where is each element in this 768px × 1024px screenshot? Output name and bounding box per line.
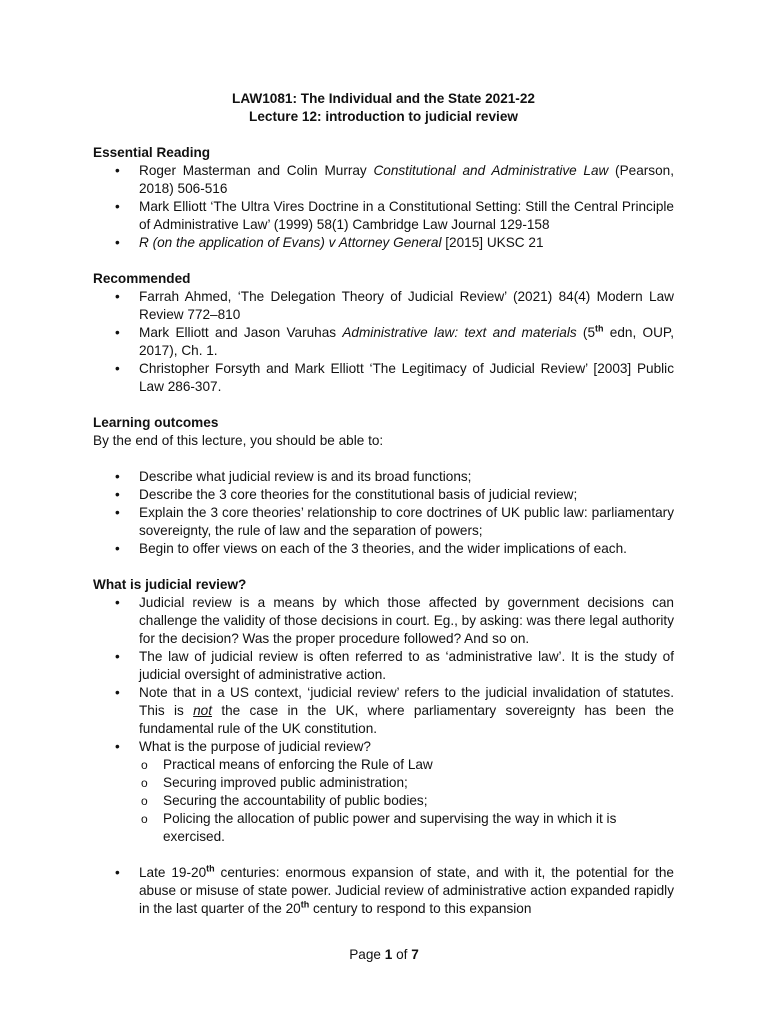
list-item: • Judicial review is a means by which those affected by government decisions can challenge the validity of those decisions in court. Eg., by asking: was there legal authority for the decision? Was the proper procedure followed? And so on. (93, 594, 674, 648)
learning-outcomes-list (93, 468, 674, 558)
purpose-sublist (139, 756, 674, 846)
list-item: • Christopher Forsyth and Mark Elliott ‘The Legitimacy of Judicial Review’ [2003] Public Law 286-307. (93, 360, 674, 396)
list-item: • R (on the application of Evans) v Attorney General [2015] UKSC 21 (93, 234, 674, 252)
recommended-heading: Recommended (93, 271, 191, 286)
page-total: 7 (411, 947, 419, 962)
purpose-question: What is the purpose of judicial review? (139, 739, 371, 754)
list-item: • Describe the 3 core theories for the constitutional basis of judicial review; (93, 486, 674, 504)
learning-outcomes-intro: By the end of this lecture, you should be able to: (93, 433, 384, 448)
what-is-judicial-review-list (93, 594, 674, 846)
list-item: • Mark Elliott and Jason Varuhas Administrative law: text and materials (5th edn, OUP, 2017), Ch. 1. (93, 324, 674, 360)
essential-reading-list (93, 162, 674, 252)
list-item: • Farrah Ahmed, ‘The Delegation Theory of Judicial Review’ (2021) 84(4) Modern Law Review 772–810 (93, 288, 674, 324)
list-item: • Describe what judicial review is and its broad functions; (93, 468, 674, 486)
list-item: • Late 19-20th centuries: enormous expansion of state, and with it, the potential for the abuse or misuse of state power. Judicial review of administrative action expanded rapidly in the last quarter of the 20th century to respond to this expansion (93, 864, 674, 918)
what-is-judicial-review-heading: What is judicial review? (93, 577, 247, 592)
sub-list-item: o Practical means of enforcing the Rule of Law (139, 756, 674, 774)
list-item (93, 738, 674, 846)
recommended-list (93, 288, 674, 396)
list-item: • The law of judicial review is often referred to as ‘administrative law’. It is the study of judicial oversight of administrative action. (93, 648, 674, 684)
list-item: • Explain the 3 core theories’ relationship to core doctrines of UK public law: parliamentary sovereignty, the rule of law and the separation of powers; (93, 504, 674, 540)
page-footer: Page 1 of 7 (349, 947, 419, 962)
list-item: • Roger Masterman and Colin Murray Constitutional and Administrative Law (Pearson, 2018) 506-516 (93, 162, 674, 198)
document-body (93, 90, 674, 918)
sub-list-item: o Securing improved public administration; (139, 774, 674, 792)
lecture-title: Lecture 12: introduction to judicial review (249, 109, 518, 124)
list-item: • Mark Elliott ‘The Ultra Vires Doctrine in a Constitutional Setting: Still the Central Principle of Administrative Law’ (1999) 58(1) Cambridge Law Journal 129-158 (93, 198, 674, 234)
course-title: LAW1081: The Individual and the State 2021-22 (232, 91, 535, 106)
list-item: • Note that in a US context, ‘judicial review’ refers to the judicial invalidation of statutes. This is not the case in the UK, where parliamentary sovereignty has been the fundamental rule of the UK constitution. (93, 684, 674, 738)
page-number: 1 (384, 947, 393, 962)
late-centuries-list (93, 864, 674, 918)
list-item: • Begin to offer views on each of the 3 theories, and the wider implications of each. (93, 540, 674, 558)
learning-outcomes-heading: Learning outcomes (93, 415, 219, 430)
sub-list-item: o Policing the allocation of public power and supervising the way in which it is exercised. (139, 810, 674, 846)
emphasis-not: not (193, 703, 213, 718)
sub-list-item: o Securing the accountability of public bodies; (139, 792, 674, 810)
essential-reading-heading: Essential Reading (93, 145, 211, 160)
